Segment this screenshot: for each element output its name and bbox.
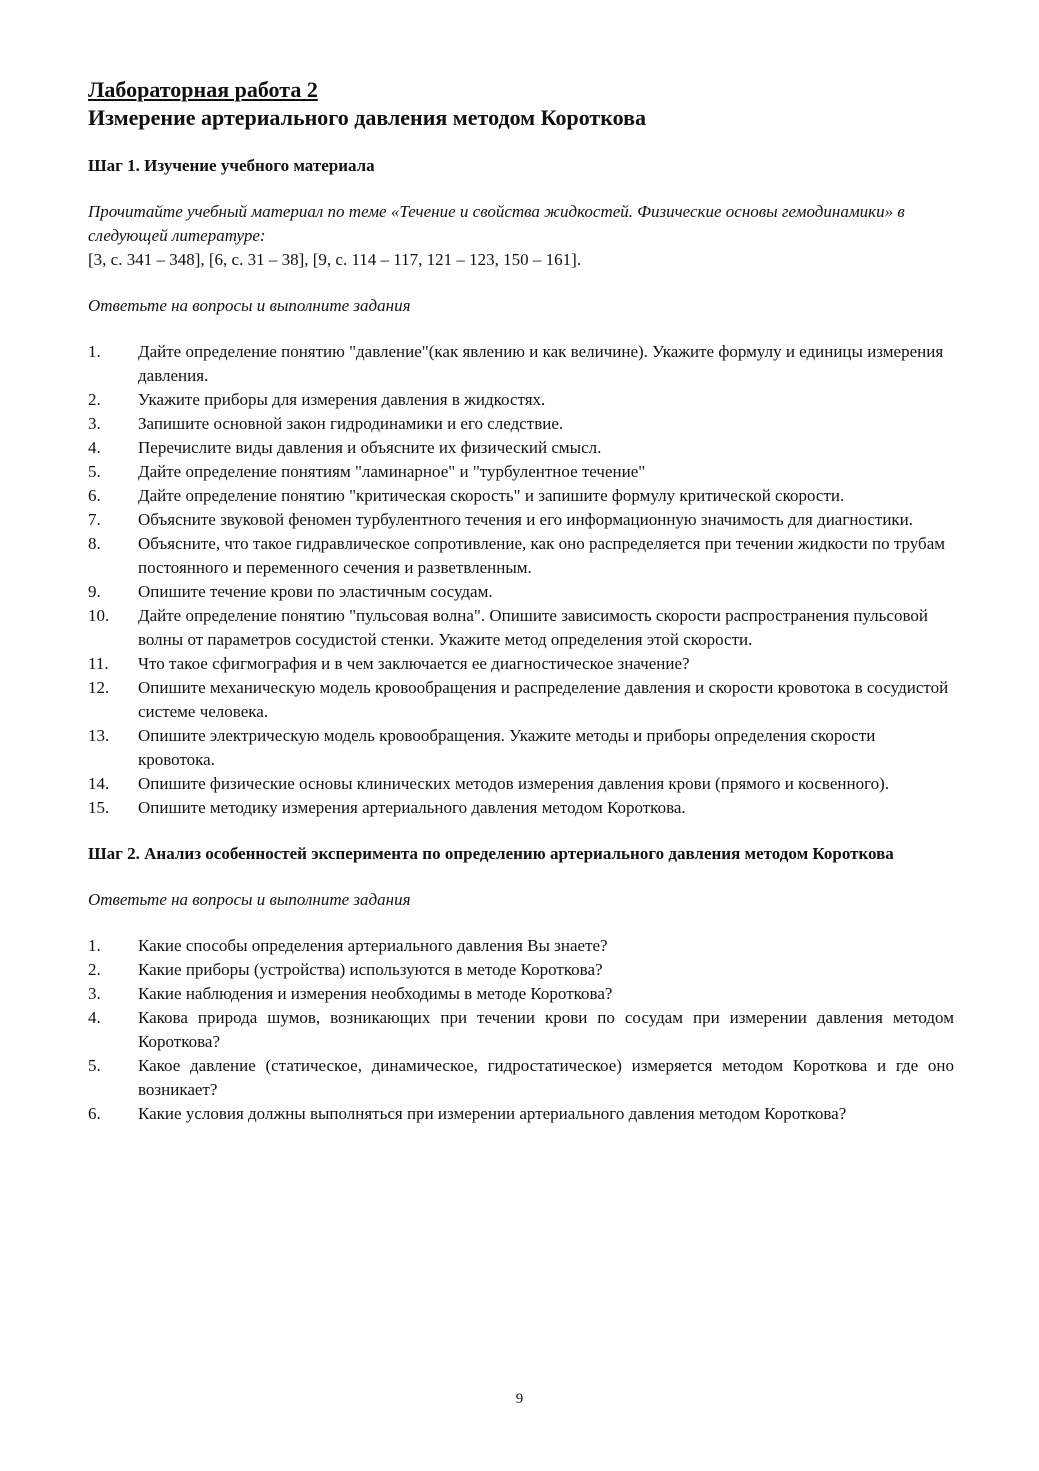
document-page [88,76,954,1126]
question-number: 8. [88,534,101,553]
question-item [88,1006,954,1054]
question-number: 4. [88,438,101,457]
question-text: Укажите приборы для измерения давления в жидкостях. [138,390,546,409]
question-item [88,484,954,508]
question-text: Опишите методику измерения артериального давления методом Короткова. [138,798,686,817]
question-number: 14. [88,774,110,793]
question-number: 9. [88,582,101,601]
question-text: Какое давление (статическое, динамическое, гидростатическое) измеряется методом Короткова и где оно возникает? [138,1056,954,1099]
step1-references: [3, с. 341 – 348], [6, с. 31 – 38], [9, с. 114 – 117, 121 – 123, 150 – 161]. [88,250,582,269]
question-item [88,652,954,676]
question-number: 5. [88,462,101,481]
question-text: Опишите течение крови по эластичным сосудам. [138,582,493,601]
step1-read-instruction: Прочитайте учебный материал по теме «Течение и свойства жидкостей. Физические основы гемодинамики» в следующей литературе: [88,202,905,245]
question-item [88,580,954,604]
step1-instruction: Ответьте на вопросы и выполните задания [88,296,411,315]
question-text: Какова природа шумов, возникающих при течении крови по сосудам при измерении давления методом Короткова? [138,1008,954,1051]
question-number: 2. [88,390,101,409]
lab-work-title: Лабораторная работа 2 [88,77,318,102]
question-number: 6. [88,1104,101,1123]
question-number: 4. [88,1008,101,1027]
question-text: Дайте определение понятию "пульсовая волна". Опишите зависимость скорости распространения пульсовой волны от параметров сосудистой стенки. Укажите метод определения этой скорости. [138,606,928,649]
question-number: 7. [88,510,101,529]
question-text: Дайте определение понятиям "ламинарное" и "турбулентное течение" [138,462,646,481]
question-number: 11. [88,654,109,673]
question-number: 5. [88,1056,101,1075]
question-text: Какие наблюдения и измерения необходимы в методе Короткова? [138,984,613,1003]
question-item [88,436,954,460]
question-item [88,1102,954,1126]
question-number: 15. [88,798,110,817]
question-text: Какие приборы (устройства) используются в методе Короткова? [138,960,603,979]
step2-question-list [88,934,954,1126]
question-text: Что такое сфигмография и в чем заключается ее диагностическое значение? [138,654,690,673]
question-text: Дайте определение понятию "давление"(как явлению и как величине). Укажите формулу и единицы измерения давления. [138,342,944,385]
question-text: Опишите механическую модель кровообращения и распределение давления и скорости кровотока в сосудистой системе человека. [138,678,949,721]
question-item [88,340,954,388]
step1-question-list [88,340,954,820]
question-number: 13. [88,726,110,745]
question-item [88,724,954,772]
question-item [88,460,954,484]
question-item [88,982,954,1006]
question-item [88,604,954,652]
step2-heading: Шаг 2. Анализ особенностей эксперимента по определению артериального давления методом Короткова [88,844,894,863]
question-number: 1. [88,936,101,955]
question-item [88,934,954,958]
question-item [88,676,954,724]
question-item [88,412,954,436]
question-number: 3. [88,414,101,433]
question-number: 12. [88,678,110,697]
page-number: 9 [515,1391,524,1407]
question-number: 2. [88,960,101,979]
question-item [88,772,954,796]
question-text: Какие способы определения артериального давления Вы знаете? [138,936,608,955]
question-number: 1. [88,342,101,361]
question-text: Опишите электрическую модель кровообращения. Укажите методы и приборы определения скорости кровотока. [138,726,876,769]
question-number: 6. [88,486,101,505]
question-text: Опишите физические основы клинических методов измерения давления крови (прямого и косвенного). [138,774,890,793]
step1-heading: Шаг 1. Изучение учебного материала [88,156,375,175]
question-text: Перечислите виды давления и объясните их физический смысл. [138,438,602,457]
question-number: 10. [88,606,110,625]
question-item [88,1054,954,1102]
question-item [88,532,954,580]
question-text: Какие условия должны выполняться при измерении артериального давления методом Короткова? [138,1104,847,1123]
question-text: Дайте определение понятию "критическая скорость" и запишите формулу критической скорости. [138,486,845,505]
lab-work-subtitle: Измерение артериального давления методом Короткова [88,105,646,130]
step2-instruction: Ответьте на вопросы и выполните задания [88,890,411,909]
question-text: Запишите основной закон гидродинамики и его следствие. [138,414,564,433]
question-item [88,958,954,982]
question-number: 3. [88,984,101,1003]
question-text: Объясните, что такое гидравлическое сопротивление, как оно распределяется при течении жидкости по трубам постоянного и переменного сечения и разветвленным. [138,534,946,577]
question-item [88,388,954,412]
question-item [88,508,954,532]
question-item [88,796,954,820]
question-text: Объясните звуковой феномен турбулентного течения и его информационную значимость для диагностики. [138,510,914,529]
